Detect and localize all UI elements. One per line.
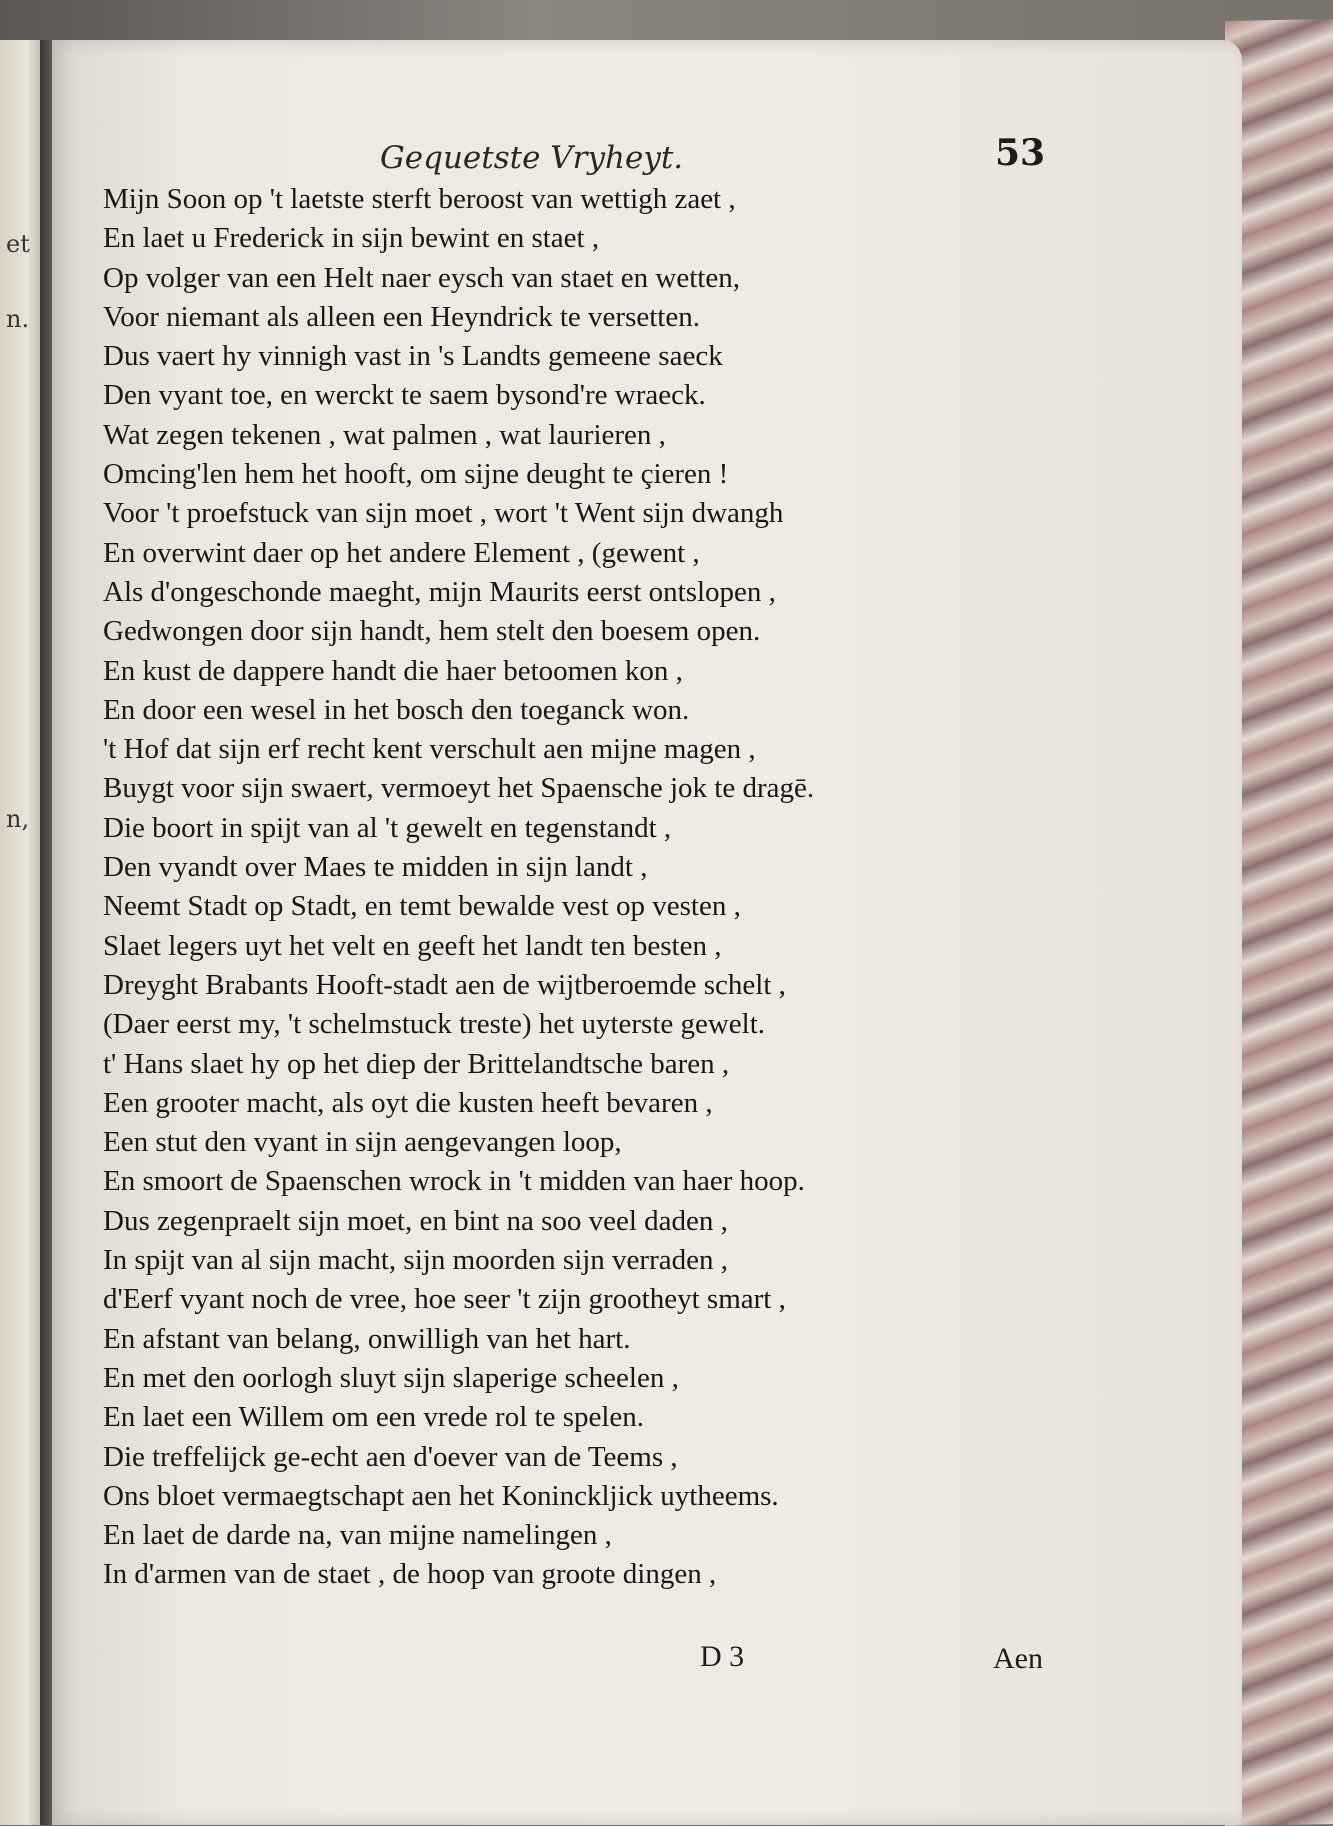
verse-line: Gedwongen door sijn handt, hem stelt den boesem open. [103,615,761,648]
verse-line: Den vyant toe, en werckt te saem bysond're wraeck. [103,379,706,412]
verse-line: Die boort in spijt van al 't gewelt en tegenstandt , [103,811,672,844]
verse-line: En kust de dappere handt die haer betoomen kon , [103,654,683,687]
verse-line: En laet de darde na, van mijne namelingen , [103,1519,612,1552]
signature-mark: D 3 [700,1640,745,1673]
verse-line: In d'armen van de staet , de hoop van groote dingen , [103,1558,717,1591]
verse-line: Dreyght Brabants Hooft-stadt aen de wijtberoemde schelt , [103,968,786,1001]
verse-line: Voor niemant als alleen een Heyndrick te versetten. [103,300,700,333]
verse-line: In spijt van al sijn macht, sijn moorden sijn verraden , [103,1244,728,1277]
left-page-fragment: n. [6,305,30,333]
verse-line: Ons bloet vermaegtschapt aen het Koninckljick uytheems. [103,1479,779,1512]
verse-line: Als d'ongeschonde maeght, mijn Maurits eerst ontslopen , [103,575,776,608]
verse-line: d'Eerf vyant noch de vree, hoe seer 't zijn grootheyt smart , [103,1283,786,1316]
verse-line: Een grooter macht, als oyt die kusten heeft bevaren , [103,1086,713,1119]
left-facing-page [0,40,44,1825]
verse-line: Omcing'len hem het hooft, om sijne deught te çieren ! [103,458,729,491]
verse-line: En overwint daer op het andere Element , (gewent , [103,536,700,569]
verse-line: En laet u Frederick in sijn bewint en staet , [103,222,600,255]
verse-line: En afstant van belang, onwilligh van het hart. [103,1322,631,1355]
verse-line: Slaet legers uyt het velt en geeft het landt ten besten , [103,929,722,962]
verse-line: Buygt voor sijn swaert, vermoeyt het Spaensche jok te dragē. [103,772,815,805]
verse-line: En smoort de Spaenschen wrock in 't midden van haer hoop. [103,1165,805,1198]
verse-line: (Daer eerst my, 't schelmstuck treste) het uyterste gewelt. [103,1008,766,1041]
verse-line: t' Hans slaet hy op het diep der Brittelandtsche baren , [103,1047,730,1080]
running-head: Gequetste Vryheyt. [380,140,684,176]
verse-line: 't Hof dat sijn erf recht kent verschult aen mijne magen , [103,733,756,766]
verse-line: En met den oorlogh sluyt sijn slaperige scheelen , [103,1361,679,1394]
verse-line: Den vyandt over Maes te midden in sijn landt , [103,851,648,884]
verse-line: Een stut den vyant in sijn aengevangen loop, [103,1126,622,1159]
verse-line: Dus vaert hy vinnigh vast in 's Landts gemeene saeck [103,340,723,373]
verse-line: Neemt Stadt op Stadt, en temt bewalde vest op vesten , [103,890,741,923]
verse-line: Wat zegen tekenen , wat palmen , wat laurieren , [103,418,666,451]
page-number: 53 [995,132,1046,174]
verse-text [103,180,1113,1595]
verse-line: Voor 't proefstuck van sijn moet , wort 't Went sijn dwangh [103,497,784,530]
catchword: Aen [993,1642,1043,1675]
left-page-fragment: et [6,230,30,258]
verse-line: Die treffelijck ge-echt aen d'oever van de Teems , [103,1440,678,1473]
left-page-fragment: n, [6,805,30,833]
verse-line: En door een wesel in het bosch den toeganck won. [103,693,690,726]
verse-line: Op volger van een Helt naer eysch van staet en wetten, [103,261,740,294]
verse-line: En laet een Willem om een vrede rol te spelen. [103,1401,645,1434]
verse-line: Mijn Soon op 't laetste sterft beroost van wettigh zaet , [103,183,736,215]
verse-line: Dus zegenpraelt sijn moet, en bint na soo veel daden , [103,1204,728,1237]
